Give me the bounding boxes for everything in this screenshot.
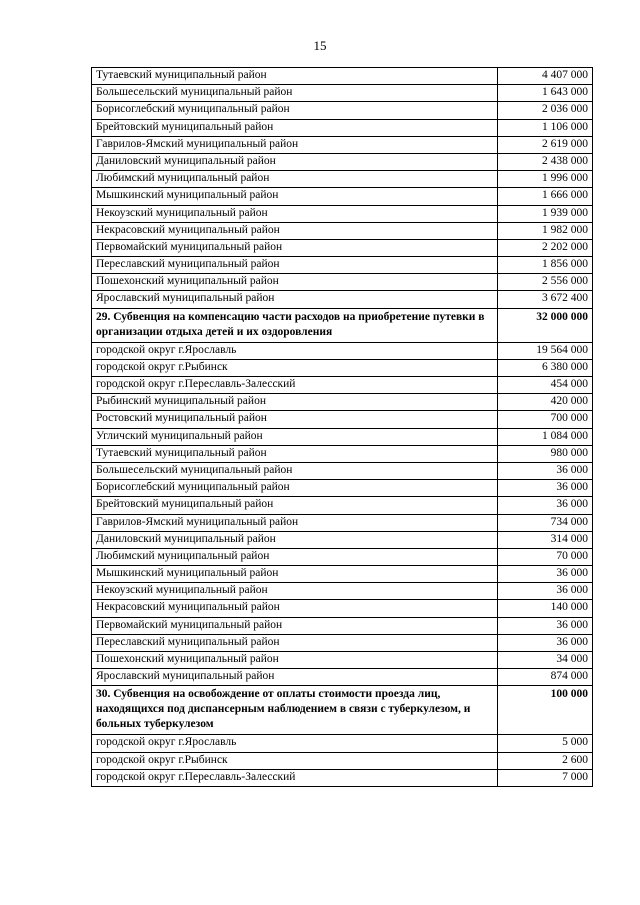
- municipality-name: Любимский муниципальный район: [92, 171, 498, 188]
- amount-value: 36 000: [498, 634, 593, 651]
- municipality-name: Ярославский муниципальный район: [92, 291, 498, 308]
- municipality-name: Борисоглебский муниципальный район: [92, 102, 498, 119]
- table-row: [92, 257, 593, 274]
- amount-value: 1 856 000: [498, 257, 593, 274]
- table-row: [92, 652, 593, 669]
- municipality-name: Ярославский муниципальный район: [92, 669, 498, 686]
- section-header-row: [92, 308, 593, 342]
- municipality-name: Переславский муниципальный район: [92, 257, 498, 274]
- table-body: [92, 68, 593, 787]
- table-row: [92, 359, 593, 376]
- table-row: [92, 377, 593, 394]
- municipality-name: Гаврилов-Ямский муниципальный район: [92, 514, 498, 531]
- amount-value: 70 000: [498, 548, 593, 565]
- amount-value: 1 106 000: [498, 119, 593, 136]
- municipality-name: городской округ г.Ярославль: [92, 342, 498, 359]
- municipality-name: Переславский муниципальный район: [92, 634, 498, 651]
- table-row: [92, 497, 593, 514]
- amount-value: 6 380 000: [498, 359, 593, 376]
- amount-value: 2 619 000: [498, 136, 593, 153]
- table-row: [92, 428, 593, 445]
- section-total: 32 000 000: [498, 308, 593, 342]
- municipality-name: Некоузский муниципальный район: [92, 583, 498, 600]
- amount-value: 454 000: [498, 377, 593, 394]
- table-row: [92, 445, 593, 462]
- table-row: [92, 514, 593, 531]
- table-row: [92, 462, 593, 479]
- table-row: [92, 600, 593, 617]
- amount-value: 314 000: [498, 531, 593, 548]
- table-row: [92, 394, 593, 411]
- table-row: [92, 85, 593, 102]
- table-row: [92, 617, 593, 634]
- amount-value: 1 939 000: [498, 205, 593, 222]
- amount-value: 36 000: [498, 566, 593, 583]
- amount-value: 36 000: [498, 480, 593, 497]
- amount-value: 36 000: [498, 497, 593, 514]
- amount-value: 1 982 000: [498, 222, 593, 239]
- table-row: [92, 102, 593, 119]
- table-row: [92, 735, 593, 752]
- municipality-name: Тутаевский муниципальный район: [92, 445, 498, 462]
- municipality-name: городской округ г.Рыбинск: [92, 359, 498, 376]
- municipality-name: городской округ г.Рыбинск: [92, 752, 498, 769]
- municipality-name: Мышкинский муниципальный район: [92, 188, 498, 205]
- amount-value: 1 996 000: [498, 171, 593, 188]
- table-row: [92, 411, 593, 428]
- municipality-name: Большесельский муниципальный район: [92, 462, 498, 479]
- amount-value: 2 556 000: [498, 274, 593, 291]
- subsidy-table: [91, 67, 593, 787]
- section-title: 29. Субвенция на компенсацию части расходов на приобретение путевки в организации отдыха детей и их оздоровления: [92, 308, 498, 342]
- municipality-name: Гаврилов-Ямский муниципальный район: [92, 136, 498, 153]
- table-row: [92, 669, 593, 686]
- amount-value: 36 000: [498, 462, 593, 479]
- amount-value: 700 000: [498, 411, 593, 428]
- table-row: [92, 171, 593, 188]
- table-row: [92, 222, 593, 239]
- table-row: [92, 566, 593, 583]
- table-row: [92, 68, 593, 85]
- table-row: [92, 583, 593, 600]
- municipality-name: Большесельский муниципальный район: [92, 85, 498, 102]
- municipality-name: Рыбинский муниципальный район: [92, 394, 498, 411]
- table-row: [92, 548, 593, 565]
- table-row: [92, 480, 593, 497]
- table-row: [92, 769, 593, 786]
- municipality-name: Брейтовский муниципальный район: [92, 497, 498, 514]
- table-row: [92, 119, 593, 136]
- section-title: 30. Субвенция на освобождение от оплаты стоимости проезда лиц, находящихся под диспансерным наблюдением в связи с туберкулезом, и больных туберкулезом: [92, 686, 498, 735]
- municipality-name: Брейтовский муниципальный район: [92, 119, 498, 136]
- table-row: [92, 188, 593, 205]
- section-header-row: [92, 686, 593, 735]
- amount-value: 874 000: [498, 669, 593, 686]
- municipality-name: городской округ г.Переславль-Залесский: [92, 769, 498, 786]
- section-total: 100 000: [498, 686, 593, 735]
- amount-value: 34 000: [498, 652, 593, 669]
- table-row: [92, 274, 593, 291]
- amount-value: 1 643 000: [498, 85, 593, 102]
- table-row: [92, 752, 593, 769]
- amount-value: 2 036 000: [498, 102, 593, 119]
- amount-value: 4 407 000: [498, 68, 593, 85]
- municipality-name: Любимский муниципальный район: [92, 548, 498, 565]
- amount-value: 5 000: [498, 735, 593, 752]
- table-row: [92, 531, 593, 548]
- table-row: [92, 205, 593, 222]
- amount-value: 734 000: [498, 514, 593, 531]
- municipality-name: Борисоглебский муниципальный район: [92, 480, 498, 497]
- table-row: [92, 136, 593, 153]
- amount-value: 19 564 000: [498, 342, 593, 359]
- amount-value: 36 000: [498, 617, 593, 634]
- table-row: [92, 342, 593, 359]
- amount-value: 2 600: [498, 752, 593, 769]
- municipality-name: Некоузский муниципальный район: [92, 205, 498, 222]
- municipality-name: городской округ г.Ярославль: [92, 735, 498, 752]
- page-number: 15: [313, 38, 327, 53]
- municipality-name: городской округ г.Переславль-Залесский: [92, 377, 498, 394]
- municipality-name: Первомайский муниципальный район: [92, 239, 498, 256]
- table-row: [92, 153, 593, 170]
- table-row: [92, 239, 593, 256]
- amount-value: 7 000: [498, 769, 593, 786]
- amount-value: 1 666 000: [498, 188, 593, 205]
- municipality-name: Первомайский муниципальный район: [92, 617, 498, 634]
- table-row: [92, 634, 593, 651]
- municipality-name: Некрасовский муниципальный район: [92, 600, 498, 617]
- amount-value: 36 000: [498, 583, 593, 600]
- municipality-name: Даниловский муниципальный район: [92, 153, 498, 170]
- amount-value: 140 000: [498, 600, 593, 617]
- municipality-name: Некрасовский муниципальный район: [92, 222, 498, 239]
- municipality-name: Пошехонский муниципальный район: [92, 274, 498, 291]
- table-row: [92, 291, 593, 308]
- municipality-name: Пошехонский муниципальный район: [92, 652, 498, 669]
- amount-value: 3 672 400: [498, 291, 593, 308]
- municipality-name: Даниловский муниципальный район: [92, 531, 498, 548]
- amount-value: 1 084 000: [498, 428, 593, 445]
- amount-value: 420 000: [498, 394, 593, 411]
- municipality-name: Тутаевский муниципальный район: [92, 68, 498, 85]
- municipality-name: Ростовский муниципальный район: [92, 411, 498, 428]
- amount-value: 2 202 000: [498, 239, 593, 256]
- municipality-name: Мышкинский муниципальный район: [92, 566, 498, 583]
- amount-value: 980 000: [498, 445, 593, 462]
- municipality-name: Угличский муниципальный район: [92, 428, 498, 445]
- amount-value: 2 438 000: [498, 153, 593, 170]
